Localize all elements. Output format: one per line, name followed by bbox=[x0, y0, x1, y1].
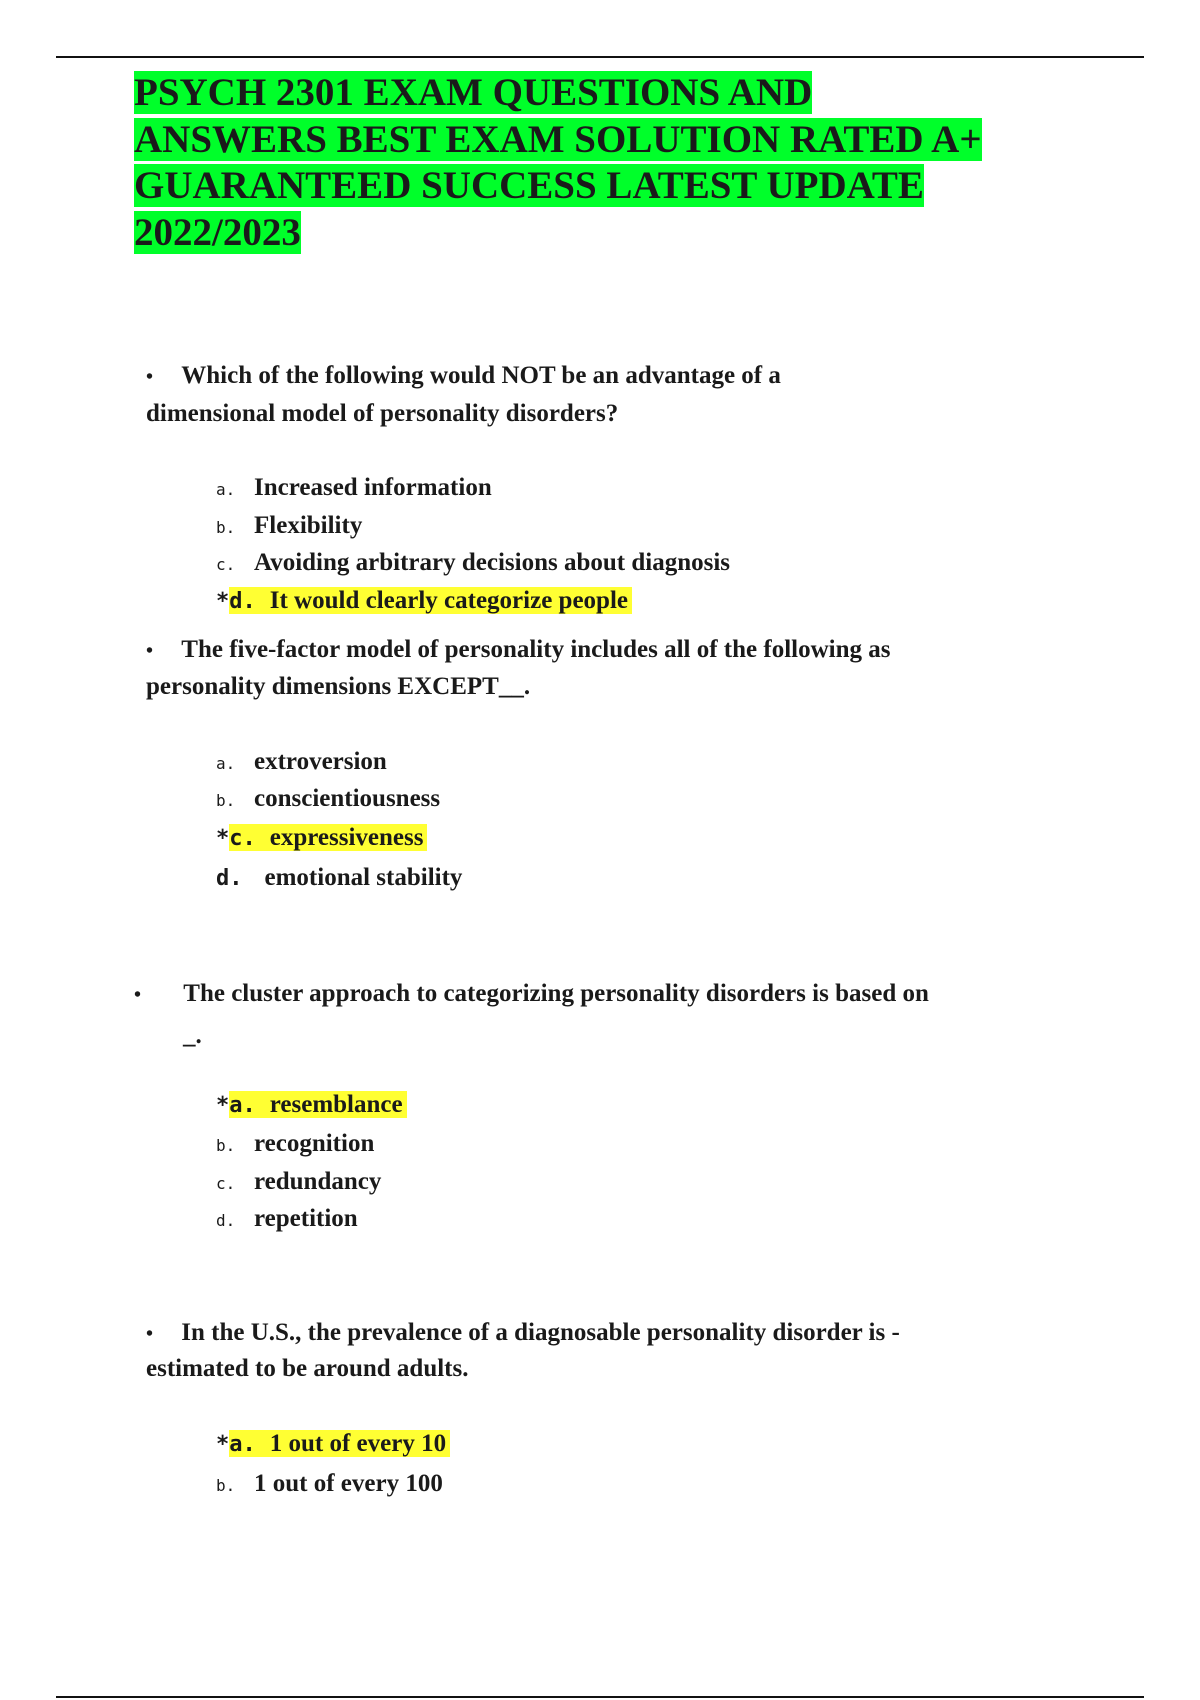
question-text: estimated to be around adults. bbox=[146, 1355, 469, 1382]
option-2b bbox=[216, 782, 440, 818]
question-1-cont bbox=[146, 395, 618, 432]
question-text: dimensional model of personality disorders? bbox=[146, 400, 619, 427]
option-text: It would clearly categorize people bbox=[269, 587, 628, 614]
option-text: emotional stability bbox=[264, 864, 463, 891]
option-letter: b. bbox=[216, 518, 236, 537]
option-letter: c. bbox=[216, 555, 236, 574]
option-text: 1 out of every 10 bbox=[269, 1430, 447, 1457]
question-text: _. bbox=[183, 1022, 202, 1049]
answer-highlight bbox=[229, 824, 427, 851]
question-text: Which of the following would NOT be an advantage of a bbox=[181, 362, 781, 389]
option-text: recognition bbox=[254, 1130, 375, 1157]
option-4a-correct bbox=[216, 1427, 450, 1462]
option-letter: d. bbox=[216, 866, 243, 891]
option-3d bbox=[216, 1202, 358, 1238]
question-3 bbox=[134, 975, 929, 1014]
option-letter: a. bbox=[229, 1093, 256, 1118]
answer-highlight bbox=[229, 1430, 450, 1457]
question-2 bbox=[146, 631, 890, 670]
option-text: extroversion bbox=[254, 748, 387, 775]
answer-highlight bbox=[229, 587, 632, 614]
option-text: conscientiousness bbox=[254, 785, 441, 812]
title-line: ANSWERS BEST EXAM SOLUTION RATED A+ bbox=[134, 117, 982, 161]
question-1 bbox=[146, 357, 781, 396]
bullet-icon: • bbox=[146, 366, 154, 388]
correct-marker: * bbox=[216, 589, 230, 614]
question-text: personality dimensions EXCEPT__. bbox=[146, 673, 531, 700]
option-letter: b. bbox=[216, 791, 236, 810]
option-3b bbox=[216, 1127, 374, 1163]
option-2c-correct bbox=[216, 821, 427, 856]
bullet-icon: • bbox=[134, 984, 142, 1006]
option-text: Increased information bbox=[254, 474, 492, 501]
bullet-icon: • bbox=[146, 640, 154, 662]
option-letter: d. bbox=[229, 589, 256, 614]
option-text: resemblance bbox=[269, 1091, 403, 1118]
option-text: expressiveness bbox=[269, 824, 424, 851]
option-text: 1 out of every 100 bbox=[254, 1470, 443, 1497]
correct-marker: * bbox=[216, 1432, 230, 1457]
option-letter: a. bbox=[229, 1432, 256, 1457]
question-text: The cluster approach to categorizing personality disorders is based on bbox=[183, 980, 929, 1007]
question-text: In the U.S., the prevalence of a diagnosable personality disorder is - bbox=[181, 1319, 900, 1346]
correct-marker: * bbox=[216, 1093, 230, 1118]
question-4 bbox=[146, 1314, 900, 1353]
option-letter: c. bbox=[229, 826, 256, 851]
option-1c bbox=[216, 546, 730, 582]
option-1a bbox=[216, 471, 492, 507]
option-text: Avoiding arbitrary decisions about diagnosis bbox=[254, 549, 731, 576]
answer-highlight bbox=[229, 1091, 406, 1118]
document-title bbox=[134, 70, 1034, 256]
correct-marker: * bbox=[216, 826, 230, 851]
option-1b bbox=[216, 509, 362, 545]
question-3-cont bbox=[183, 1017, 202, 1054]
option-letter: b. bbox=[216, 1476, 236, 1495]
question-text: The five-factor model of personality includes all of the following as bbox=[181, 636, 891, 663]
option-4b bbox=[216, 1467, 443, 1503]
option-letter: a. bbox=[216, 754, 236, 773]
title-line: 2022/2023 bbox=[134, 210, 301, 254]
question-4-cont bbox=[146, 1350, 469, 1387]
option-text: Flexibility bbox=[254, 512, 363, 539]
bottom-rule bbox=[56, 1696, 1144, 1698]
option-1d-correct bbox=[216, 584, 632, 619]
option-2d bbox=[216, 861, 462, 896]
option-text: redundancy bbox=[254, 1168, 382, 1195]
option-3a-correct bbox=[216, 1088, 407, 1123]
option-letter: d. bbox=[216, 1211, 236, 1230]
title-line: PSYCH 2301 EXAM QUESTIONS AND bbox=[134, 71, 813, 114]
title-line: GUARANTEED SUCCESS LATEST UPDATE bbox=[134, 164, 924, 207]
bullet-icon: • bbox=[146, 1323, 154, 1345]
option-letter: b. bbox=[216, 1136, 236, 1155]
option-text: repetition bbox=[254, 1205, 358, 1232]
option-letter: c. bbox=[216, 1174, 236, 1193]
top-rule bbox=[56, 56, 1144, 58]
option-3c bbox=[216, 1165, 381, 1201]
option-2a bbox=[216, 745, 387, 781]
question-2-cont bbox=[146, 668, 530, 705]
option-letter: a. bbox=[216, 480, 236, 499]
